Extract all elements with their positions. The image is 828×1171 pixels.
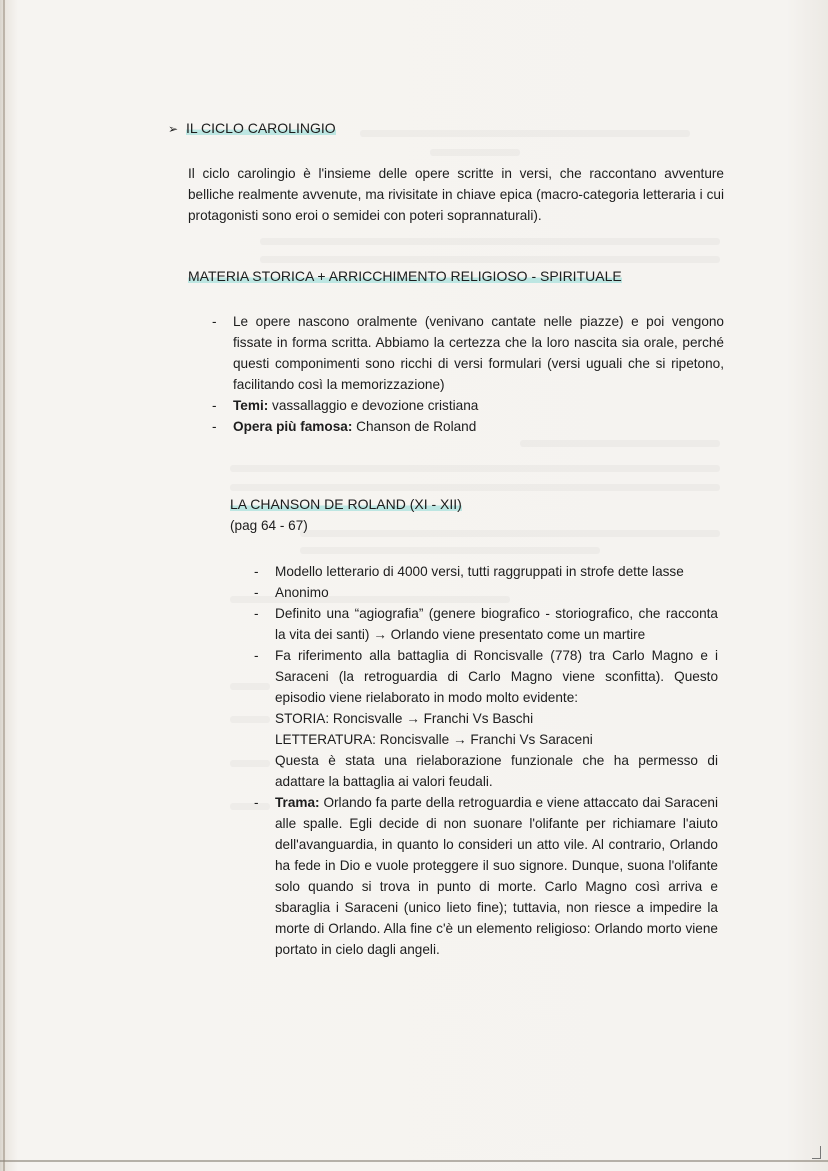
dash-bullet: - — [254, 795, 259, 810]
subtitle-text: MATERIA STORICA + ARRICCHIMENTO RELIGIOSO - SPIRITUALE — [188, 268, 622, 284]
subtitle-heading — [188, 268, 622, 284]
list-item-text: Le opere nascono oralmente (venivano cantate nelle piazze) e poi vengono fissate in forma scritta. Abbiamo la certezza che la loro nascita sia orale, perché questi componimenti sono ricchi di versi formulari (versi uguali che si ripetono, facilitando così la memorizzazione) — [233, 314, 724, 392]
list-item-label: Opera più famosa: — [233, 419, 353, 434]
list-item — [254, 603, 718, 645]
list-item-text: vassallaggio e devozione cristiana — [268, 398, 479, 413]
list-item-text: Orlando fa parte della retroguardia e viene attaccato dai Saraceni alle spalle. Egli decide di non suonare l'olifante per richiamare l'aiuto dell'avanguardia, in quanto lo consideri un atto vile. Al contrario, Orlando ha fede in Dio e vuole proteggere il suo signore. Dunque, suona l'olifante solo quando si trova in punto di morte. Carlo Magno così arriva e sbaraglia i Saraceni (unico lieto fine); tuttavia, non riesce a impedire la morte di Orlando. Alla fine c'è un elemento religioso: Orlando morto viene portato in cielo dagli angeli. — [275, 795, 718, 957]
page-left-edge — [3, 0, 5, 1171]
list-item-label: Temi: — [233, 398, 269, 413]
list-item-conclusion: Questa è stata una rielaborazione funzionale che ha permesso di adattare la battaglia ai valori feudali. — [275, 753, 718, 789]
section-title: IL CICLO CAROLINGIO — [186, 120, 336, 136]
intro-paragraph: Il ciclo carolingio è l'insieme delle opere scritte in versi, che raccontano avventure belliche realmente avvenute, ma rivisitate in chiave epica (macro-categoria letteraria i cui protagonisti sono eroi o semidei con poteri soprannaturali). — [188, 166, 724, 223]
bleed-through-mark — [360, 130, 690, 137]
bleed-through-mark — [300, 547, 600, 554]
storia-line: STORIA: Roncisvalle → Franchi Vs Baschi — [275, 711, 534, 726]
bleed-through-mark — [300, 530, 720, 537]
page-corner-mark — [812, 1146, 821, 1159]
section-heading — [168, 120, 336, 136]
page-reference: (pag 64 - 67) — [230, 518, 308, 533]
dash-bullet: - — [212, 419, 217, 434]
bullet-list-general — [212, 311, 724, 437]
list-item-text: Definito una “agiografia” (genere biografico - storiografico, che racconta la vita dei santi) → Orlando viene presentato come un martire — [275, 606, 718, 642]
bleed-through-mark — [260, 256, 720, 263]
dash-bullet: - — [254, 648, 259, 663]
bleed-through-mark — [230, 484, 720, 491]
dash-bullet: - — [254, 606, 259, 621]
bleed-through-mark — [260, 238, 720, 245]
bleed-through-mark — [520, 440, 720, 447]
arrow-bullet-icon: ➢ — [168, 122, 179, 136]
dash-bullet: - — [212, 314, 217, 329]
list-item — [212, 311, 724, 395]
list-item-label: Trama: — [275, 795, 320, 810]
bleed-through-mark — [230, 465, 720, 472]
list-item — [212, 416, 724, 437]
chanson-heading — [230, 496, 462, 512]
list-item — [254, 645, 718, 792]
list-item-text: Chanson de Roland — [352, 419, 477, 434]
dash-bullet: - — [254, 585, 259, 600]
list-item — [254, 792, 718, 960]
dash-bullet: - — [212, 398, 217, 413]
list-item-text: Fa riferimento alla battaglia di Roncisvalle (778) tra Carlo Magno e i Saraceni (la retroguardia di Carlo Magno viene sconfitta). Questo episodio viene rielaborato in modo molto evidente: — [275, 648, 718, 705]
letteratura-line: LETTERATURA: Roncisvalle → Franchi Vs Saraceni — [275, 732, 593, 747]
list-item-text: Anonimo — [275, 585, 329, 600]
bullet-list-chanson — [254, 561, 718, 960]
list-item — [254, 561, 718, 582]
chanson-title: LA CHANSON DE ROLAND (XI - XII) — [230, 496, 462, 512]
dash-bullet: - — [254, 564, 259, 579]
page-bottom-edge — [0, 1160, 828, 1162]
list-item — [254, 582, 718, 603]
list-item — [212, 395, 724, 416]
list-item-text: Modello letterario di 4000 versi, tutti raggruppati in strofe dette lasse — [275, 564, 684, 579]
bleed-through-mark — [430, 149, 520, 156]
